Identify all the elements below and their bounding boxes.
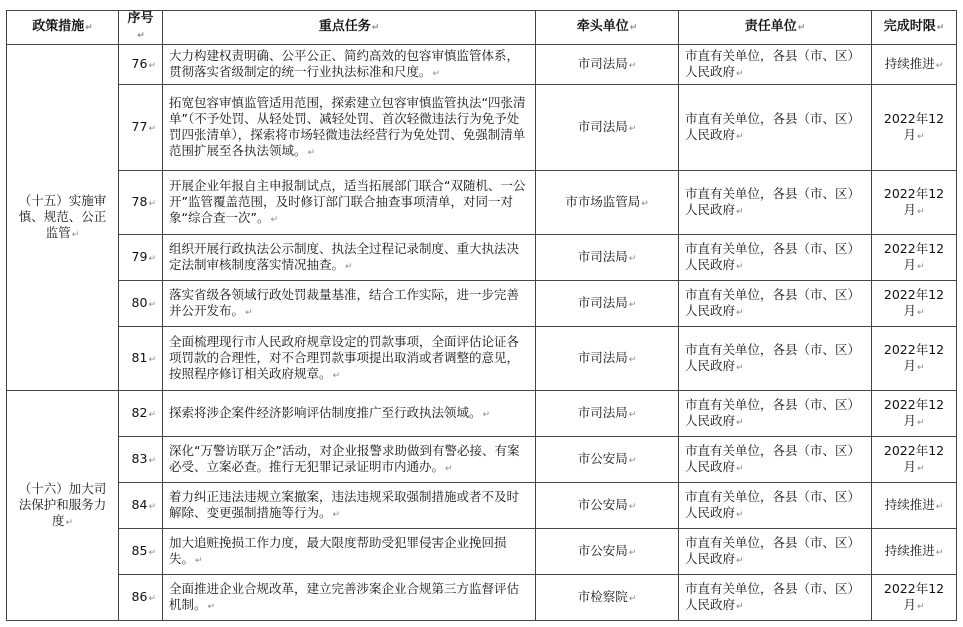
table-row [7,281,957,327]
lead-unit-cell: 市市场监管局↵ [536,171,679,235]
key-task-cell: 加大追赃挽损工作力度，最大限度帮助受犯罪侵害企业挽回损失。↵ [163,529,536,575]
deadline-cell: 持续推进↵ [872,529,957,575]
table-row [7,85,957,171]
header-deadline: 完成时限↵ [872,11,957,45]
key-task-cell: 大力构建权责明确、公平公正、简约高效的包容审慎监管体系，贯彻落实省级制定的统一行业执法标准和尺度。↵ [163,45,536,85]
responsible-unit-cell: 市直有关单位，各县（市、区）人民政府↵ [679,575,872,621]
table-row [7,327,957,391]
header-lead: 牵头单位↵ [536,11,679,45]
key-task-cell: 着力纠正违法违规立案撤案，违法违规采取强制措施或者不及时解除、变更强制措施等行为。↵ [163,483,536,529]
table-row [7,575,957,621]
deadline-cell: 持续推进↵ [872,483,957,529]
key-task-cell: 落实省级各领域行政处罚裁量基准，结合工作实际，进一步完善并公开发布。↵ [163,281,536,327]
responsible-unit-cell: 市直有关单位，各县（市、区）人民政府↵ [679,235,872,281]
responsible-unit-cell: 市直有关单位，各县（市、区）人民政府↵ [679,85,872,171]
serial-number-cell: 83↵ [119,437,163,483]
lead-unit-cell: 市司法局↵ [536,281,679,327]
table-row [7,391,957,437]
lead-unit-cell: 市司法局↵ [536,45,679,85]
deadline-cell: 2022年12月↵ [872,85,957,171]
responsible-unit-cell: 市直有关单位，各县（市、区）人民政府↵ [679,171,872,235]
header-no: 序号↵ [119,11,163,45]
serial-number-cell: 78↵ [119,171,163,235]
serial-number-cell: 82↵ [119,391,163,437]
deadline-cell: 2022年12月↵ [872,235,957,281]
lead-unit-cell: 市司法局↵ [536,391,679,437]
table-row [7,235,957,281]
responsible-unit-cell: 市直有关单位，各县（市、区）人民政府↵ [679,281,872,327]
table-row [7,171,957,235]
deadline-cell: 持续推进↵ [872,45,957,85]
lead-unit-cell: 市公安局↵ [536,529,679,575]
serial-number-cell: 86↵ [119,575,163,621]
policy-measure-cell: （十六）加大司法保护和服务力度↵ [7,391,119,621]
key-task-cell: 全面推进企业合规改革，建立完善涉案企业合规第三方监督评估机制。↵ [163,575,536,621]
lead-unit-cell: 市公安局↵ [536,437,679,483]
deadline-cell: 2022年12月↵ [872,437,957,483]
responsible-unit-cell: 市直有关单位，各县（市、区）人民政府↵ [679,45,872,85]
lead-unit-cell: 市司法局↵ [536,85,679,171]
key-task-cell: 组织开展行政执法公示制度、执法全过程记录制度、重大执法决定法制审核制度落实情况抽查。↵ [163,235,536,281]
deadline-cell: 2022年12月↵ [872,327,957,391]
responsible-unit-cell: 市直有关单位，各县（市、区）人民政府↵ [679,437,872,483]
lead-unit-cell: 市公安局↵ [536,483,679,529]
table-row [7,483,957,529]
serial-number-cell: 84↵ [119,483,163,529]
key-task-cell: 拓宽包容审慎监管适用范围，探索建立包容审慎监管执法“四张清单”（不予处罚、从轻处罚、减轻处罚、首次轻微违法行为免予处罚四张清单），探索将市场轻微违法经营行为免处罚、免强制清单范围扩展至各执法领域。↵ [163,85,536,171]
table-row [7,529,957,575]
responsible-unit-cell: 市直有关单位，各县（市、区）人民政府↵ [679,529,872,575]
table-row [7,437,957,483]
table-header-row [7,11,957,45]
policy-measure-cell: （十五）实施审慎、规范、公正监管↵ [7,45,119,391]
serial-number-cell: 76↵ [119,45,163,85]
key-task-cell: 开展企业年报自主申报制试点，适当拓展部门联合“双随机、一公开”监管覆盖范围，及时修订部门联合抽查事项清单，对同一对象“综合查一次”。↵ [163,171,536,235]
serial-number-cell: 85↵ [119,529,163,575]
table-body [7,45,957,621]
responsible-unit-cell: 市直有关单位，各县（市、区）人民政府↵ [679,391,872,437]
key-task-cell: 全面梳理现行市人民政府规章设定的罚款事项，全面评估论证各项罚款的合理性，对不合理罚款事项提出取消或者调整的意见，按照程序修订相关政府规章。↵ [163,327,536,391]
table-row [7,45,957,85]
deadline-cell: 2022年12月↵ [872,281,957,327]
serial-number-cell: 77↵ [119,85,163,171]
header-policy: 政策措施↵ [7,11,119,45]
policy-table [6,10,957,621]
responsible-unit-cell: 市直有关单位，各县（市、区）人民政府↵ [679,483,872,529]
responsible-unit-cell: 市直有关单位，各县（市、区）人民政府↵ [679,327,872,391]
serial-number-cell: 80↵ [119,281,163,327]
header-responsible: 责任单位↵ [679,11,872,45]
key-task-cell: 深化“万警访联万企”活动，对企业报警求助做到有警必接、有案必受、立案必查。推行无犯罪记录证明市内通办。↵ [163,437,536,483]
key-task-cell: 探索将涉企案件经济影响评估制度推广至行政执法领域。↵ [163,391,536,437]
lead-unit-cell: 市司法局↵ [536,327,679,391]
deadline-cell: 2022年12月↵ [872,171,957,235]
header-task: 重点任务↵ [163,11,536,45]
lead-unit-cell: 市检察院↵ [536,575,679,621]
serial-number-cell: 79↵ [119,235,163,281]
lead-unit-cell: 市司法局↵ [536,235,679,281]
deadline-cell: 2022年12月↵ [872,575,957,621]
serial-number-cell: 81↵ [119,327,163,391]
deadline-cell: 2022年12月↵ [872,391,957,437]
